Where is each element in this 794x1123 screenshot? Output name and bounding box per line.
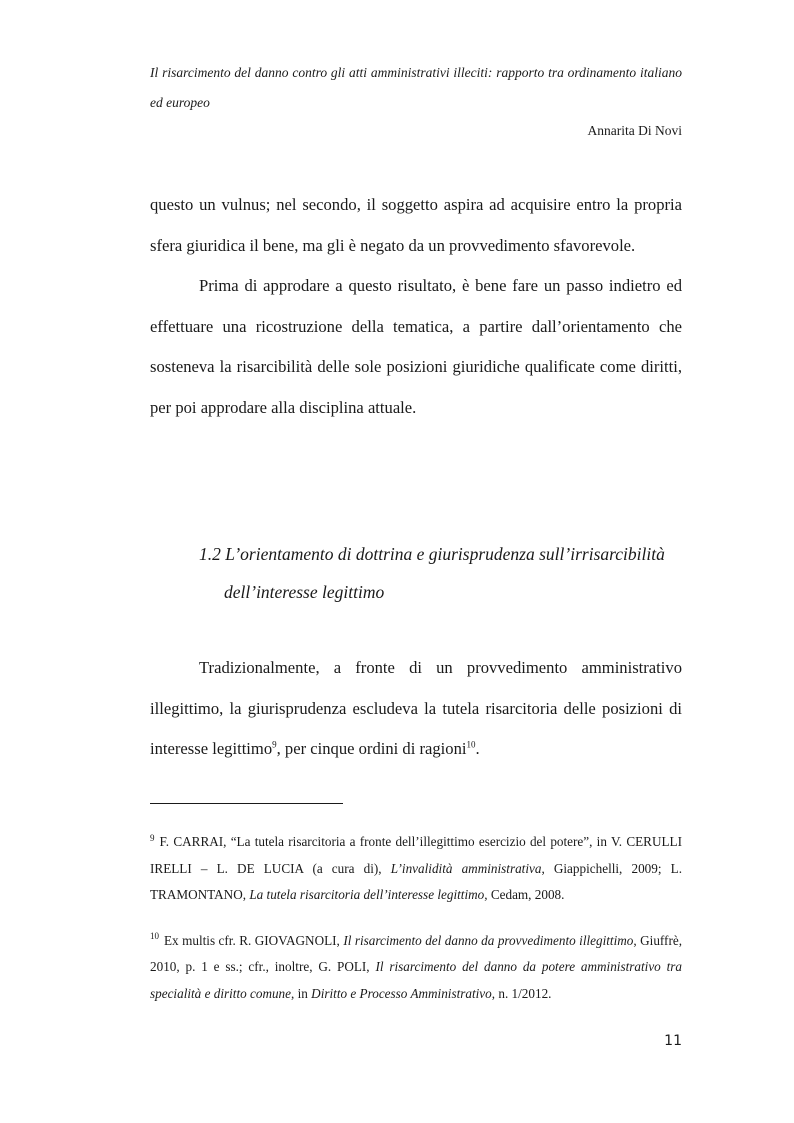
body-text	[150, 185, 682, 428]
section-paragraph	[150, 648, 682, 770]
footnote-number: 10	[150, 931, 159, 942]
section-paragraph-text: .	[475, 739, 480, 758]
footnotes	[150, 829, 682, 1007]
footnote-citation-title: La tutela risarcitoria dell’interesse legittimo	[249, 887, 485, 902]
footnote-separator	[150, 803, 343, 804]
section-paragraph-text: Tradizionalmente, a fronte di un provvedimento amministrativo illegittimo, la giurisprudenza escludeva la tutela risarcitoria delle posizioni di interesse legittimo	[150, 658, 682, 758]
footnote-journal-title: Diritto e Processo Amministrativo	[311, 985, 492, 1001]
body-paragraph-continued: questo un vulnus; nel secondo, il soggetto aspira ad acquisire entro la propria sfera giuridica il bene, ma gli è negato da un provvedimento sfavorevole.	[150, 195, 682, 255]
page-number: 11	[664, 1033, 682, 1049]
footnote-9	[150, 829, 682, 909]
running-header	[150, 58, 682, 142]
header-title: Il risarcimento del danno contro gli atti amministrativi illeciti: rapporto tra ordinamento italiano ed europeo	[150, 65, 682, 110]
footnote-text: , Giappichelli, 2009; L. TRAMONTANO,	[150, 860, 682, 902]
section-body	[150, 648, 682, 770]
footnote-ref-10: 10	[466, 739, 476, 750]
section-heading	[199, 535, 682, 611]
section-heading-line-2: dell’interesse legittimo	[224, 582, 385, 602]
header-author: Annarita Di Novi	[587, 123, 682, 138]
footnote-text: , Cedam, 2008.	[484, 887, 565, 902]
footnote-text: , Giuffrè, 2010, p. 1 e ss.; cfr., inoltre, G. POLI,	[150, 932, 682, 974]
footnote-citation-title: L’invalidità amministrativa	[390, 860, 542, 876]
footnote-citation-title: Il risarcimento del danno da provvedimento illegittimo	[343, 932, 634, 948]
footnote-text: Ex multis cfr. R. GIOVAGNOLI,	[164, 932, 344, 948]
body-paragraph: Prima di approdare a questo risultato, è bene fare un passo indietro ed effettuare una ricostruzione della tematica, a partire dall’orientamento che sosteneva la risarcibilità delle sole posizioni giuridiche qualificate come diritti, per poi approdare alla disciplina attuale.	[150, 276, 682, 417]
footnote-text: , n. 1/2012.	[491, 985, 552, 1001]
footnote-10	[150, 928, 682, 1008]
footnote-citation-title: Il risarcimento del danno da potere amministrativo tra specialità e diritto comune	[150, 959, 682, 1001]
footnote-ref-9: 9	[272, 739, 277, 750]
section-paragraph-text: , per cinque ordini di ragioni	[276, 739, 467, 758]
footnote-number: 9	[150, 832, 155, 843]
section-heading-line-1: 1.2 L’orientamento di dottrina e giurisprudenza sull’irrisarcibilità	[199, 544, 665, 564]
footnote-text: , in	[291, 985, 312, 1001]
footnote-text: F. CARRAI, “La tutela risarcitoria a fronte dell’illegittimo esercizio del potere”, in V. CERULLI IRELLI – L. DE LUCIA (a cura di),	[150, 834, 682, 876]
